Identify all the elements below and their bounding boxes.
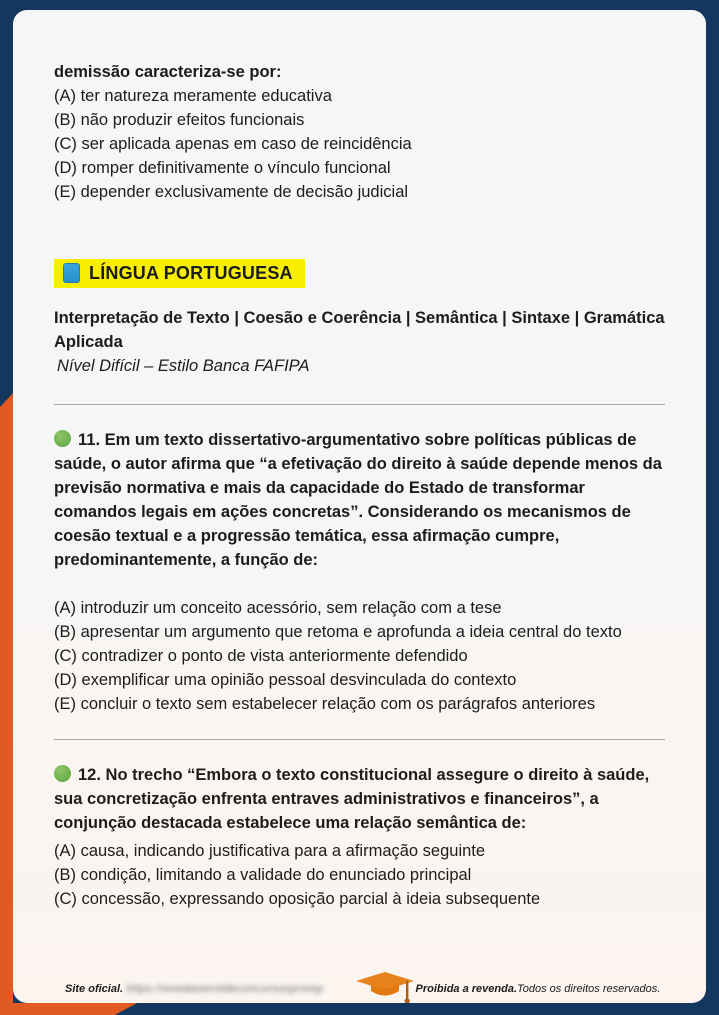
site-official — [65, 983, 324, 995]
question-content — [13, 10, 706, 911]
option-line: (C) ser aplicada apenas em caso de reincidência — [54, 135, 412, 153]
question-number: 11. — [78, 431, 101, 449]
section-title: LÍNGUA PORTUGUESA — [89, 263, 293, 283]
option-line: (D) exemplificar uma opinião pessoal desvinculada do contexto — [54, 671, 517, 689]
divider — [54, 739, 665, 740]
graduation-cap-icon — [354, 976, 416, 1002]
section-heading — [54, 259, 305, 288]
page-footer — [13, 976, 706, 1002]
resale-prohibited-label: Proibida a revenda. — [415, 983, 518, 995]
option-line: (B) não produzir efeitos funcionais — [54, 111, 305, 129]
question-text: No trecho “Embora o texto constitucional assegure o direito à saúde, sua concretização enfrenta entraves administrativos e financeiros”, a conjunção destacada estabelece uma relação semântica de: — [54, 766, 650, 832]
green-circle-icon — [54, 765, 71, 782]
section-topics: Interpretação de Texto | Coesão e Coerência | Semântica | Sintaxe | Gramática Aplicada — [54, 309, 665, 351]
bottom-orange-accent — [0, 1003, 140, 1015]
option-line: (C) concessão, expressando oposição parcial à ideia subsequente — [54, 890, 541, 908]
site-official-label: Site oficial. — [65, 983, 124, 995]
option-line: (C) contradizer o ponto de vista anteriormente defendido — [54, 647, 468, 665]
question-11-options — [54, 596, 665, 716]
option-line: (E) depender exclusivamente de decisão judicial — [54, 183, 409, 201]
left-orange-accent — [0, 393, 13, 1015]
option-line: (A) ter natureza meramente educativa — [54, 87, 332, 105]
divider — [54, 404, 665, 405]
option-line: (A) causa, indicando justificativa para a afirmação seguinte — [54, 842, 486, 860]
question-text: Em um texto dissertativo-argumentativo sobre políticas públicas de saúde, o autor afirma que “a efetivação do direito à saúde depende menos da previsão normativa e mais da capacidade do Estado de transformar comandos legais em ações concretas”. Considerando os mecanismos de coesão textual e a progressão temática, essa afirmação cumpre, predominantemente, a função de: — [54, 431, 662, 569]
option-line: (D) romper definitivamente o vínculo funcional — [54, 159, 391, 177]
question-number: 12. — [78, 766, 101, 784]
question-12-options — [54, 839, 665, 911]
option-line: (A) introduzir um conceito acessório, sem relação com a tese — [54, 599, 502, 617]
question-11-stem — [54, 428, 665, 572]
rights-notice — [416, 983, 661, 995]
section-level: Nível Difícil – Estilo Banca FAFIPA — [57, 357, 310, 375]
site-url-blurred: https://onedaseiroldeconcursospromp — [126, 983, 324, 995]
option-line: (E) concluir o texto sem estabelecer relação com os parágrafos anteriores — [54, 695, 596, 713]
blue-book-icon — [63, 263, 80, 283]
option-line: (B) condição, limitando a validade do enunciado principal — [54, 866, 472, 884]
rights-reserved-label: Todos os direitos reservados. — [517, 983, 661, 995]
green-circle-icon — [54, 430, 71, 447]
question-12-stem — [54, 763, 665, 835]
content-card — [13, 10, 706, 1003]
previous-question-stem: demissão caracteriza-se por: — [54, 63, 282, 81]
previous-question-block — [54, 60, 665, 204]
option-line: (B) apresentar um argumento que retoma e aprofunda a ideia central do texto — [54, 623, 622, 641]
